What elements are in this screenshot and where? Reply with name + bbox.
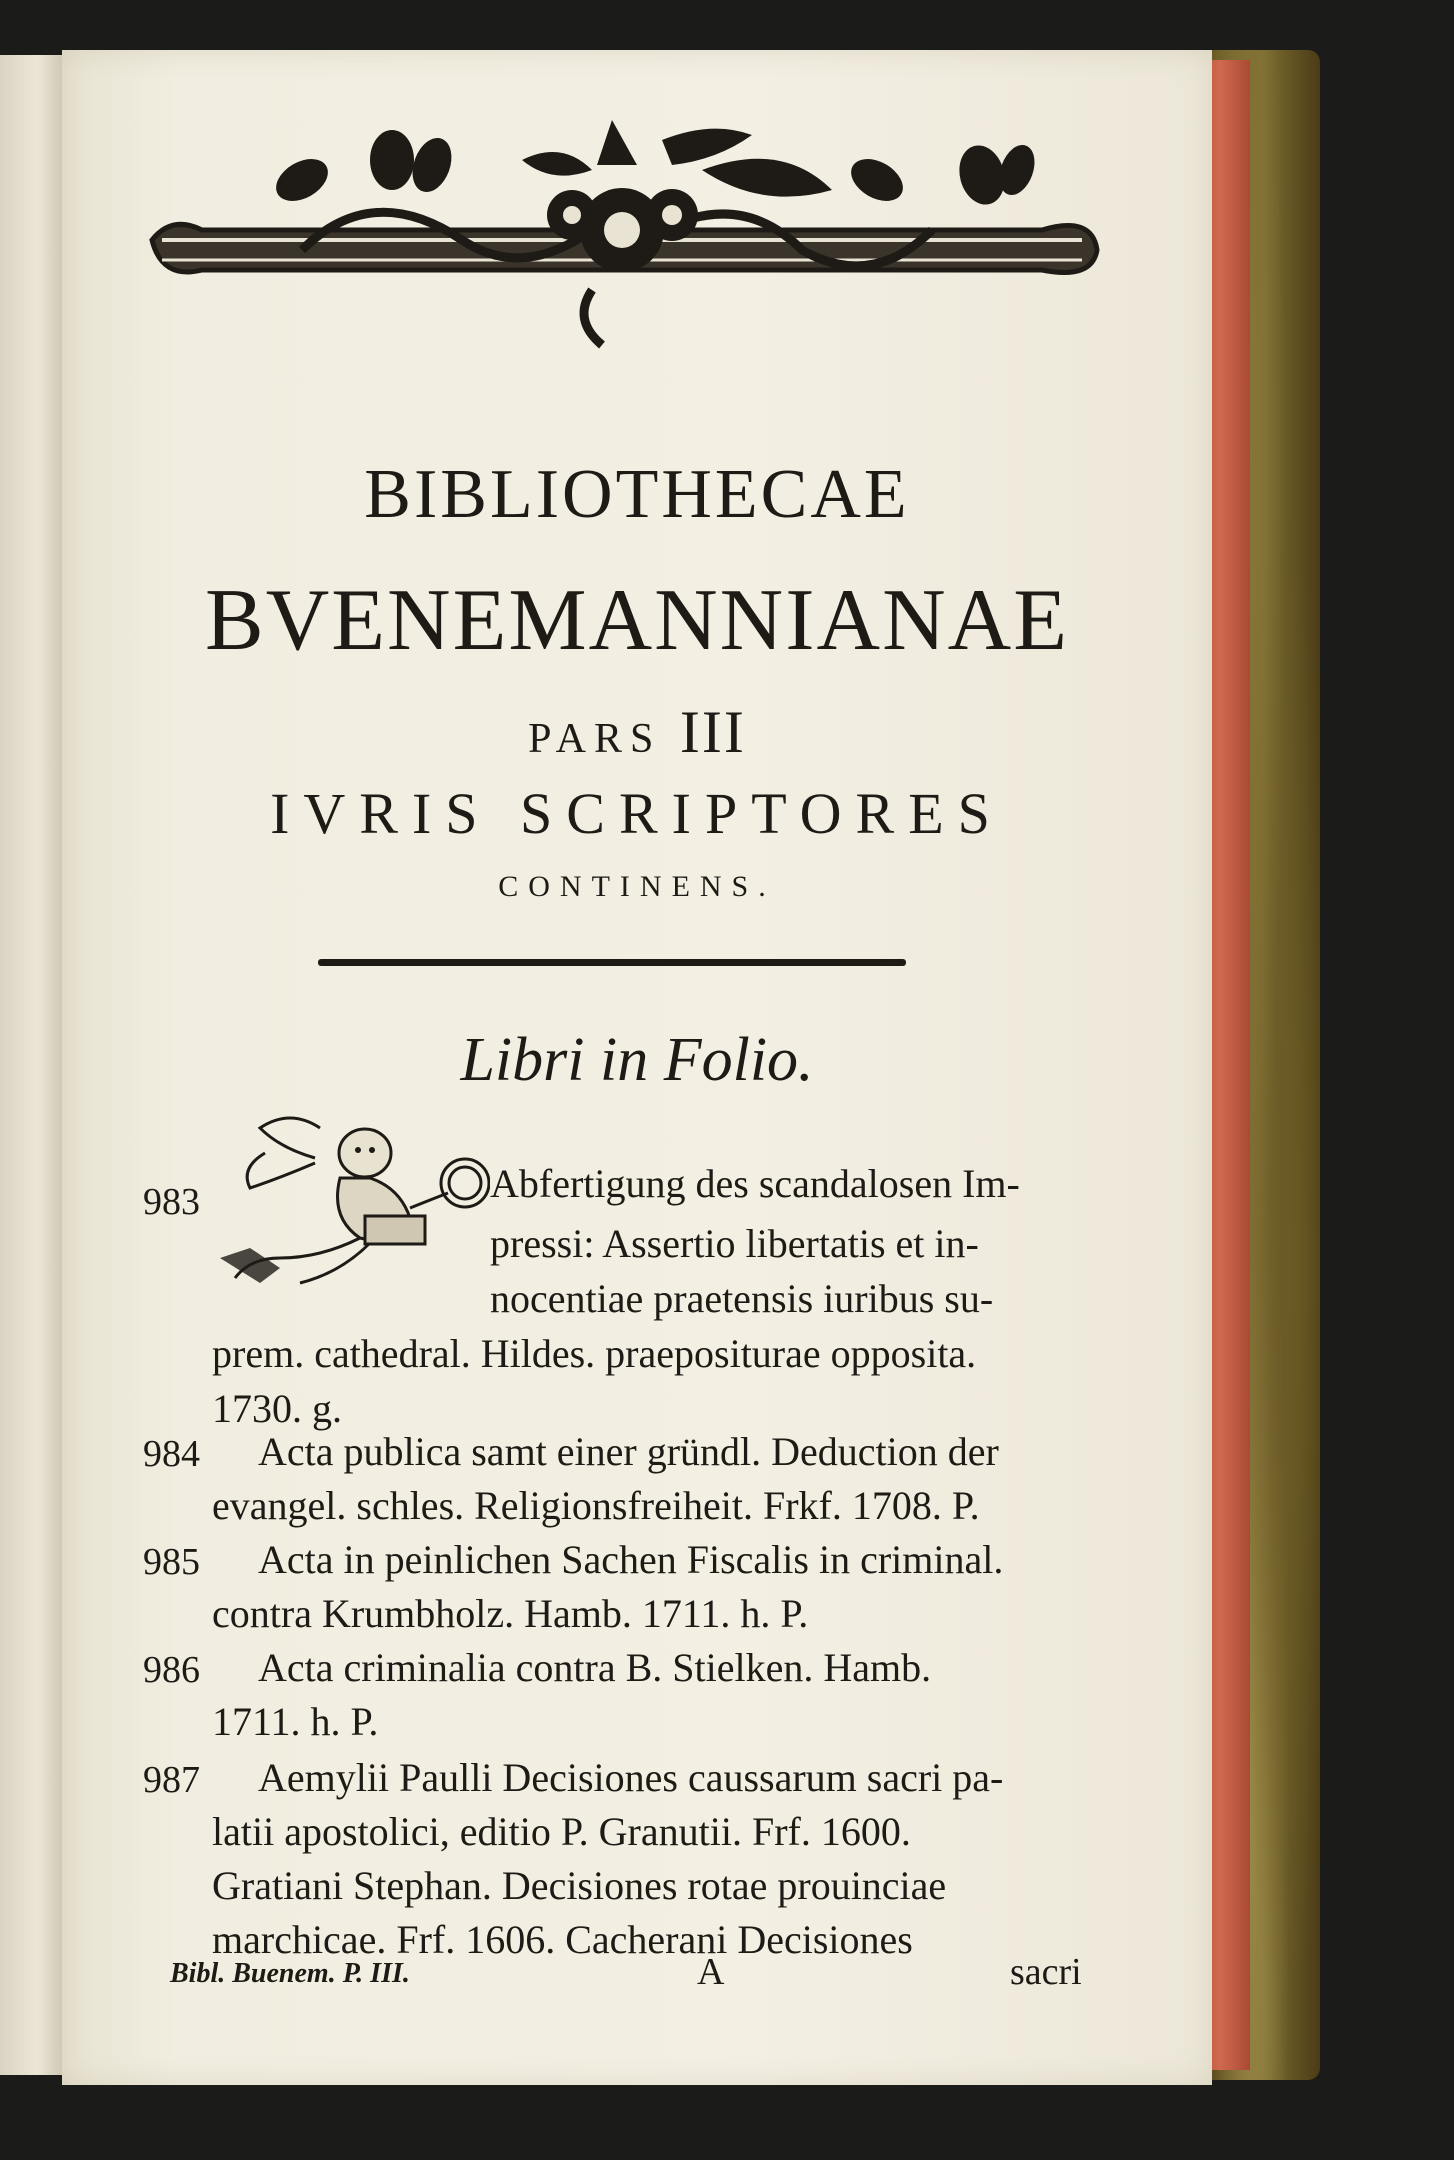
entry-number: 983 [143,1181,200,1223]
section-heading: Libri in Folio. [460,1026,814,1094]
entry-number: 984 [143,1433,200,1475]
entry-line: Gratiani Stephan. Decisiones rotae prouinciae [212,1863,947,1908]
entry-line: Acta in peinlichen Sachen Fiscalis in criminal. [258,1537,1004,1582]
continens-line: CONTINENS. [498,870,776,903]
entry-line: latii apostolici, editio P. Granutii. Frf. 1600. [212,1809,911,1854]
signature-mark: A [697,1951,725,1993]
title-rule [318,959,906,966]
pars-line [62,698,1212,767]
pars-label: PARS [528,716,662,762]
entry-line: contra Krumbholz. Hamb. 1711. h. P. [212,1591,809,1636]
facing-page-edge [0,55,64,2075]
entry-line: Aemylii Paulli Decisiones caussarum sacri pa- [258,1755,1004,1800]
pars-number: III [679,699,746,765]
title-line-1: BIBLIOTHECAE [364,456,910,533]
entry-line: prem. cathedral. Hildes. praepositurae opposita. [212,1331,977,1376]
entry-line: nocentiae praetensis iuribus su- [490,1276,994,1321]
entry-line: 1711. h. P. [212,1699,379,1744]
entry-line: marchicae. Frf. 1606. Cacherani Decisiones [212,1917,913,1962]
subject-line: IVRIS SCRIPTORES [270,781,1004,846]
cherub-woodcut [220,1108,490,1288]
entry-line: Acta criminalia contra B. Stielken. Hamb. [258,1645,932,1690]
entry-number: 986 [143,1649,200,1691]
headpiece-ornament [142,120,1104,350]
entry-number: 987 [143,1759,200,1801]
entry-line: Abfertigung des scandalosen Im- [490,1161,1020,1206]
entry-line: Acta publica samt einer gründl. Deduction der [258,1429,999,1474]
entry-line: evangel. schles. Religionsfreiheit. Frkf. 1708. P. [212,1483,980,1528]
entry-line: 1730. g. [212,1386,342,1431]
entry-number: 985 [143,1541,200,1583]
entry-line: pressi: Assertio libertatis et in- [490,1221,979,1266]
signature-line: Bibl. Buenem. P. III. [170,1958,410,1989]
catchword: sacri [1010,1951,1082,1993]
title-line-2: BVENEMANNIANAE [205,572,1069,669]
